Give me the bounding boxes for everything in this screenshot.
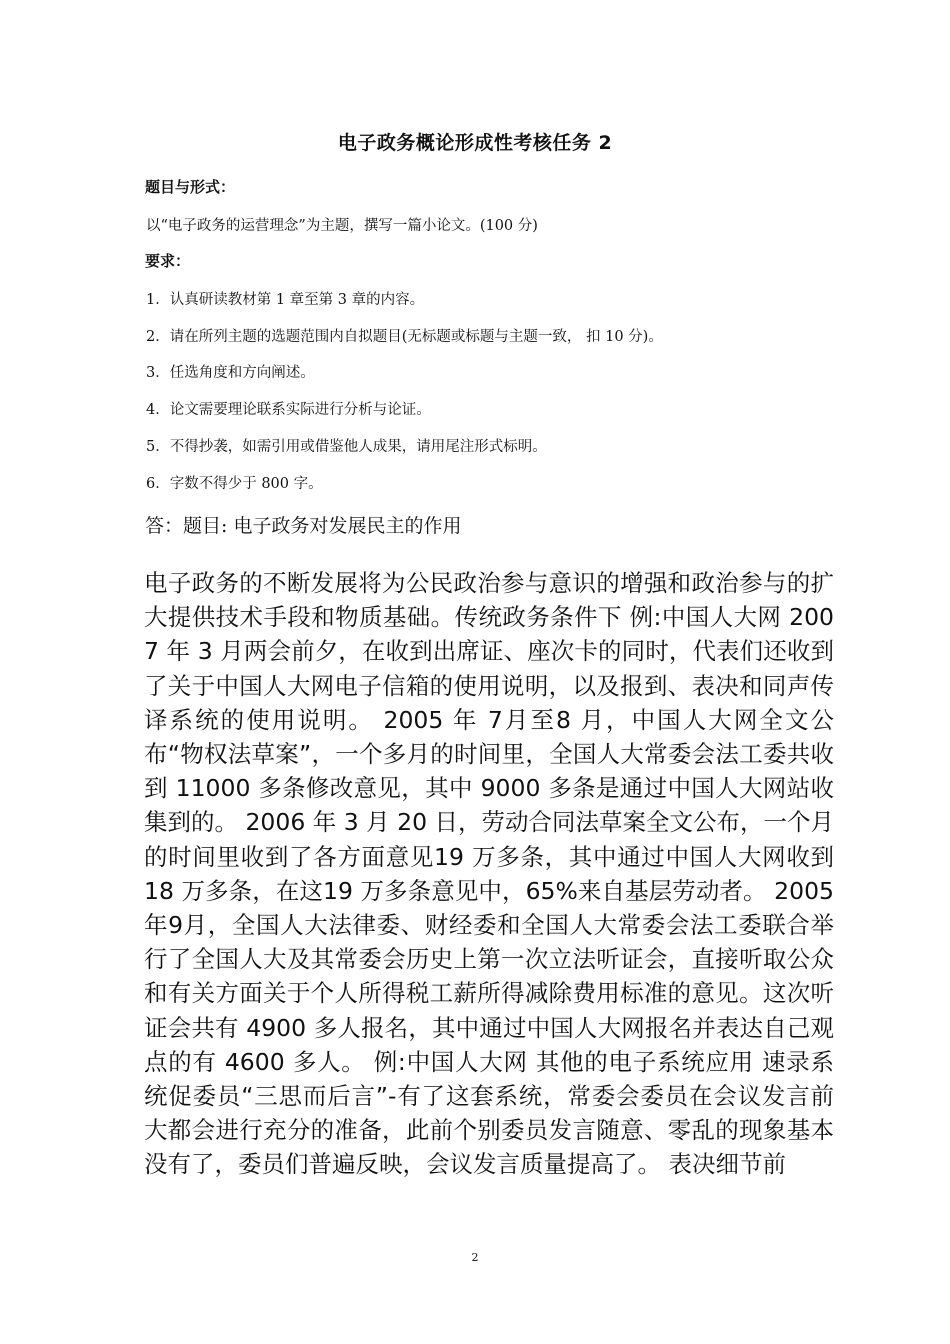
- topic-heading: 题目与形式：: [145, 178, 236, 196]
- requirement-item: 1．认真研读教材第 1 章至第 3 章的内容。: [146, 292, 425, 308]
- requirement-item: 6．字数不得少于 800 字。: [146, 476, 323, 492]
- answer-title: 答：题目: 电子政务对发展民主的作用: [145, 515, 462, 537]
- requirement-item: 3．任选角度和方向阐述。: [146, 365, 315, 381]
- topic-text: 以“电子政务的运营理念”为主题，撰写一篇小论文。(100 分): [146, 218, 538, 234]
- essay-body: 电子政务的不断发展将为公民政治参与意识的增强和政治参与的扩大提供技术手段和物质基础。传统政务条件下 例:中国人大网 2007 年 3 月两会前夕，在收到出席证、座次卡的同时，代表们还收到了关于中国人大网电子信箱的使用说明，以及报到、表决和同声传译系统的使用说明。 2005 年 7月至8 月，中国人大网全文公布“物权法草案”，一个多月的时间里，全国人大常委会法工委共收到 11000 多条修改意见，其中 9000 多条是通过中国人大网站收集到的。 2006 年 3 月 20 日，劳动合同法草案全文公布，一个月的时间里收到了各方面意见19 万多条，其中通过中国人大网收到 18 万多条，在这19 万多条意见中，65%来自基层劳动者。 2005年9月，全国人大法律委、财经委和全国人大常委会法工委联合举行了全国人大及其常委会历史上第一次立法听证会，直接听取公众和有关方面关于个人所得税工薪所得减除费用标准的意见。这次听证会共有 4900 多人报名，其中通过中国人大网报名并表达自己观点的有 4600 多人。 例:中国人大网 其他的电子系统应用 速录系统促委员“三思而后言”-有了这套系统，常委会委员在会议发言前大都会进行充分的准备，此前个别委员发言随意、零乱的现象基本没有了，委员们普遍反映，会议发言质量提高了。 表决细节前: [144, 569, 834, 1179]
- document-title: 电子政务概论形成性考核任务 2: [337, 132, 613, 154]
- page-number: 2: [471, 1251, 479, 1264]
- requirements-heading: 要求：: [145, 252, 191, 270]
- requirement-item: 2．请在所列主题的选题范围内自拟题目(无标题或标题与主题一致， 扣 10 分)。: [146, 329, 663, 345]
- requirement-item: 4．论文需要理论联系实际进行分析与论证。: [146, 402, 431, 418]
- requirement-item: 5．不得抄袭，如需引用或借鉴他人成果，请用尾注形式标明。: [146, 439, 547, 455]
